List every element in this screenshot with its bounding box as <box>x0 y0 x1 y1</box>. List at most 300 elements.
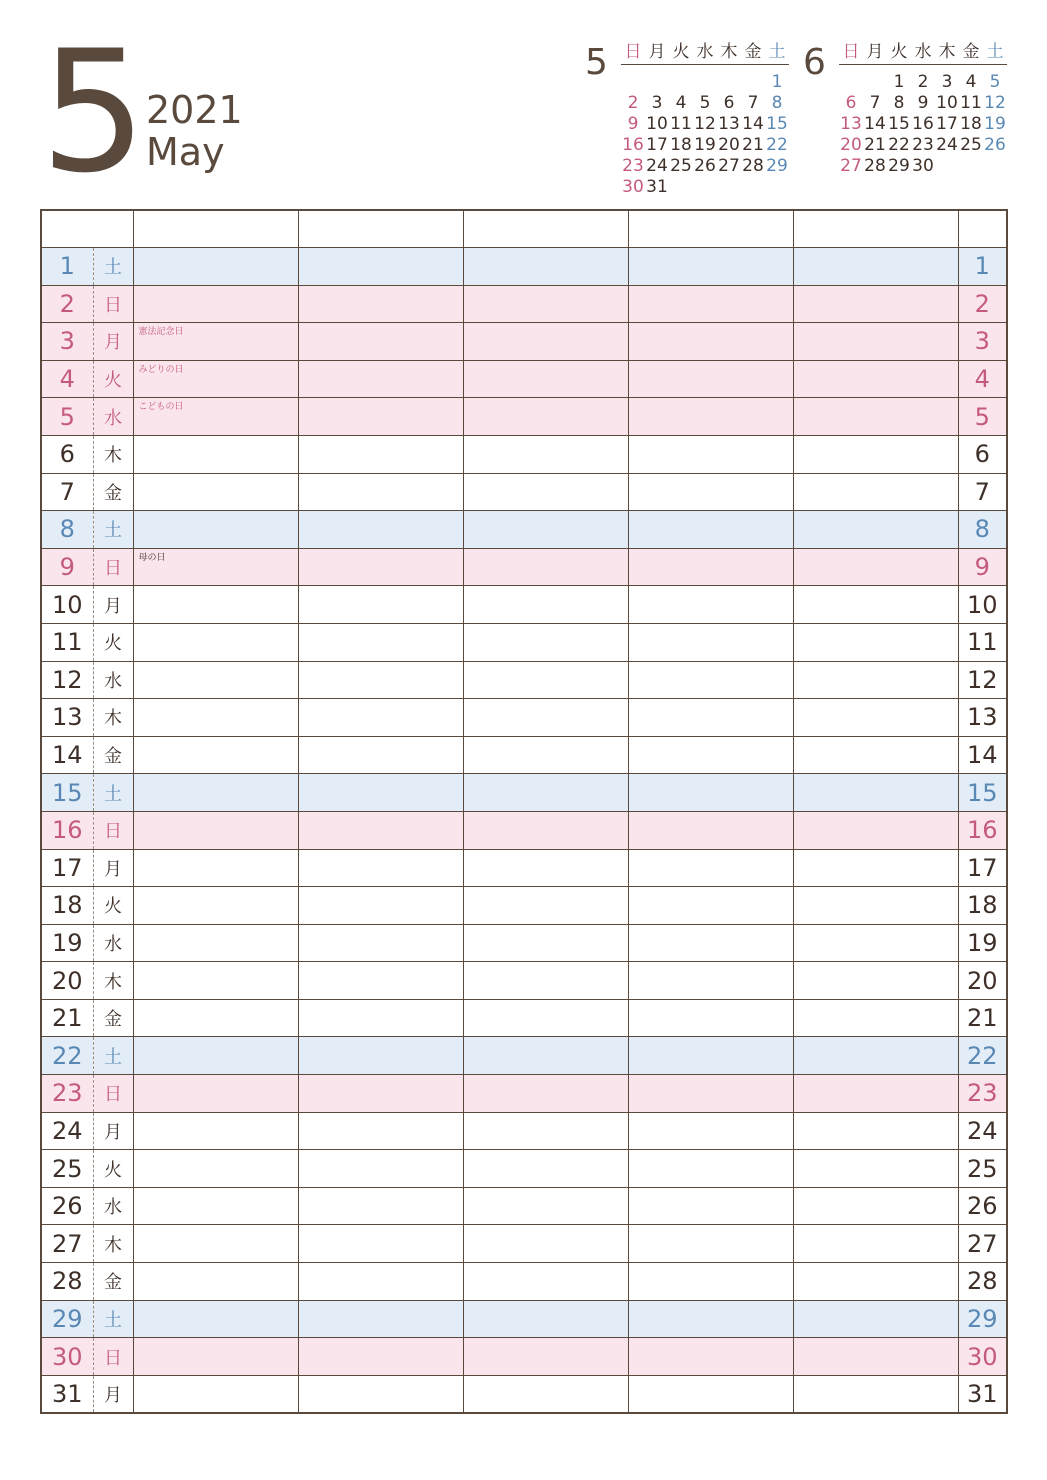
mini-calendar-day: 29 <box>888 156 910 176</box>
day-number: 21 <box>41 999 93 1037</box>
mini-weekday-label: 水 <box>696 42 714 62</box>
day-number: 26 <box>41 1187 93 1225</box>
schedule-cell[interactable] <box>463 435 628 473</box>
day-number: 31 <box>41 1375 93 1413</box>
schedule-cell[interactable] <box>298 1150 463 1188</box>
schedule-cell[interactable] <box>628 887 793 925</box>
schedule-cell[interactable] <box>463 999 628 1037</box>
schedule-cell[interactable] <box>133 1075 298 1113</box>
schedule-cell[interactable] <box>298 1112 463 1150</box>
day-number-right: 20 <box>958 962 1007 1000</box>
day-number-right: 25 <box>958 1150 1007 1188</box>
schedule-cell[interactable] <box>793 398 958 436</box>
schedule-cell[interactable] <box>628 398 793 436</box>
weekday-label: 日 <box>93 285 133 323</box>
mini-calendar-day: 5 <box>989 72 1001 92</box>
mini-calendar-day: 10 <box>936 93 958 113</box>
schedule-cell[interactable] <box>298 1037 463 1075</box>
mini-calendar-day: 5 <box>699 93 711 113</box>
schedule-cell[interactable] <box>463 1112 628 1150</box>
day-number-right: 8 <box>958 511 1007 549</box>
schedule-cell[interactable] <box>628 774 793 812</box>
mini-calendar-day: 30 <box>622 177 644 197</box>
mini-calendar-day: 11 <box>960 93 982 113</box>
schedule-cell[interactable] <box>463 736 628 774</box>
schedule-cell[interactable] <box>793 1338 958 1376</box>
schedule-cell[interactable] <box>793 1263 958 1301</box>
schedule-cell[interactable] <box>463 323 628 361</box>
schedule-cell[interactable] <box>463 1300 628 1338</box>
mini-weekday-label: 土 <box>986 42 1004 62</box>
mini-calendar-day: 1 <box>893 72 905 92</box>
day-number-right: 31 <box>958 1375 1007 1413</box>
day-number-right: 14 <box>958 736 1007 774</box>
day-number-right: 17 <box>958 849 1007 887</box>
schedule-cell[interactable] <box>793 849 958 887</box>
mini-calendar-day: 3 <box>941 72 953 92</box>
mini-calendar-day: 2 <box>627 93 639 113</box>
schedule-cell[interactable] <box>793 623 958 661</box>
schedule-cell[interactable] <box>628 435 793 473</box>
day-number: 23 <box>41 1075 93 1113</box>
mini-calendar-day: 28 <box>864 156 886 176</box>
schedule-cell[interactable] <box>628 323 793 361</box>
schedule-cell[interactable] <box>463 473 628 511</box>
schedule-cell[interactable] <box>133 1225 298 1263</box>
schedule-cell[interactable] <box>628 962 793 1000</box>
mini-calendar-day: 20 <box>718 135 740 155</box>
day-number: 4 <box>41 360 93 398</box>
day-number: 30 <box>41 1338 93 1376</box>
schedule-cell[interactable] <box>793 1112 958 1150</box>
mini-calendar-day: 25 <box>960 135 982 155</box>
weekday-label: 水 <box>93 661 133 699</box>
day-number: 6 <box>41 435 93 473</box>
schedule-cell[interactable] <box>793 360 958 398</box>
schedule-cell[interactable] <box>133 1037 298 1075</box>
schedule-cell[interactable] <box>793 736 958 774</box>
day-row <box>41 511 1007 549</box>
mini-weekday-label: 日 <box>624 42 642 62</box>
weekday-label: 土 <box>93 1300 133 1338</box>
schedule-cell[interactable] <box>133 511 298 549</box>
day-number-right: 21 <box>958 999 1007 1037</box>
header-cell-member-1[interactable] <box>133 210 298 248</box>
weekday-label: 日 <box>93 1075 133 1113</box>
schedule-cell[interactable] <box>298 511 463 549</box>
day-number: 13 <box>41 699 93 737</box>
schedule-cell[interactable] <box>463 774 628 812</box>
mini-calendar-day: 27 <box>718 156 740 176</box>
day-number-right: 9 <box>958 548 1007 586</box>
schedule-cell[interactable] <box>628 999 793 1037</box>
weekday-label: 金 <box>93 473 133 511</box>
schedule-cell[interactable] <box>133 473 298 511</box>
day-row <box>41 1112 1007 1150</box>
mini-weekday-label: 金 <box>744 42 762 62</box>
schedule-cell[interactable] <box>793 548 958 586</box>
day-number-right: 23 <box>958 1075 1007 1113</box>
schedule-cell[interactable] <box>298 360 463 398</box>
weekday-label: 土 <box>93 511 133 549</box>
schedule-cell[interactable] <box>298 1225 463 1263</box>
schedule-cell[interactable] <box>463 1338 628 1376</box>
schedule-cell[interactable] <box>298 999 463 1037</box>
mini-weekday-label: 木 <box>720 42 738 62</box>
mini-calendar-day: 3 <box>651 93 663 113</box>
schedule-cell[interactable] <box>793 1300 958 1338</box>
schedule-cell[interactable] <box>628 1037 793 1075</box>
schedule-cell[interactable] <box>628 736 793 774</box>
mini-calendar-divider <box>621 64 789 65</box>
mini-calendar-day: 31 <box>646 177 668 197</box>
month-number-large: 5 <box>40 14 143 210</box>
mini-calendar-day: 17 <box>646 135 668 155</box>
schedule-cell[interactable] <box>133 248 298 286</box>
day-number-right: 24 <box>958 1112 1007 1150</box>
schedule-cell[interactable] <box>298 774 463 812</box>
mini-calendar-day: 26 <box>984 135 1006 155</box>
header-cell-member-2[interactable] <box>298 210 463 248</box>
schedule-cell[interactable] <box>793 435 958 473</box>
schedule-cell[interactable] <box>133 699 298 737</box>
schedule-cell[interactable] <box>463 623 628 661</box>
schedule-cell[interactable] <box>628 623 793 661</box>
mini-weekday-label: 土 <box>768 42 786 62</box>
schedule-cell[interactable] <box>133 323 298 361</box>
day-number: 17 <box>41 849 93 887</box>
day-row <box>41 285 1007 323</box>
weekday-label: 日 <box>93 548 133 586</box>
schedule-cell[interactable] <box>463 1075 628 1113</box>
schedule-cell[interactable] <box>628 1075 793 1113</box>
weekday-label: 土 <box>93 774 133 812</box>
schedule-cell[interactable] <box>298 248 463 286</box>
mini-calendar-day: 21 <box>742 135 764 155</box>
schedule-cell[interactable] <box>133 1375 298 1413</box>
schedule-cell[interactable] <box>133 962 298 1000</box>
schedule-cell[interactable] <box>793 1037 958 1075</box>
weekday-label: 日 <box>93 1338 133 1376</box>
mini-calendar-day: 9 <box>917 93 929 113</box>
schedule-cell[interactable] <box>298 736 463 774</box>
schedule-cell[interactable] <box>133 360 298 398</box>
schedule-cell[interactable] <box>298 924 463 962</box>
schedule-cell[interactable] <box>133 285 298 323</box>
schedule-cell[interactable] <box>298 699 463 737</box>
header-cell-member-4[interactable] <box>628 210 793 248</box>
schedule-cell[interactable] <box>463 924 628 962</box>
mini-calendar-day: 23 <box>912 135 934 155</box>
schedule-cell[interactable] <box>463 699 628 737</box>
schedule-cell[interactable] <box>463 1225 628 1263</box>
schedule-cell[interactable] <box>628 811 793 849</box>
schedule-cell[interactable] <box>298 661 463 699</box>
mini-calendar-day: 26 <box>694 156 716 176</box>
weekday-label: 月 <box>93 1112 133 1150</box>
schedule-cell[interactable] <box>628 1338 793 1376</box>
schedule-cell[interactable] <box>133 811 298 849</box>
schedule-cell[interactable] <box>628 849 793 887</box>
day-number: 7 <box>41 473 93 511</box>
schedule-cell[interactable] <box>793 285 958 323</box>
weekday-label: 水 <box>93 398 133 436</box>
mini-calendar-day: 21 <box>864 135 886 155</box>
day-number-right: 11 <box>958 623 1007 661</box>
schedule-cell[interactable] <box>133 1300 298 1338</box>
schedule-cell[interactable] <box>133 1187 298 1225</box>
schedule-cell[interactable] <box>628 548 793 586</box>
schedule-cell[interactable] <box>793 1375 958 1413</box>
schedule-cell[interactable] <box>463 1187 628 1225</box>
schedule-cell[interactable] <box>628 511 793 549</box>
schedule-cell[interactable] <box>133 774 298 812</box>
schedule-cell[interactable] <box>793 586 958 624</box>
day-number: 1 <box>41 248 93 286</box>
day-number-right: 6 <box>958 435 1007 473</box>
day-number: 22 <box>41 1037 93 1075</box>
schedule-cell[interactable] <box>298 1375 463 1413</box>
schedule-cell[interactable] <box>463 511 628 549</box>
day-number: 8 <box>41 511 93 549</box>
day-number-right: 30 <box>958 1338 1007 1376</box>
schedule-cell[interactable] <box>298 849 463 887</box>
schedule-cell[interactable] <box>793 661 958 699</box>
mini-calendar-day: 13 <box>718 114 740 134</box>
schedule-cell[interactable] <box>133 1150 298 1188</box>
mini-calendar-day: 24 <box>936 135 958 155</box>
schedule-cell[interactable] <box>628 1112 793 1150</box>
mini-calendar-day: 8 <box>771 93 783 113</box>
day-row <box>41 623 1007 661</box>
day-number-right: 29 <box>958 1300 1007 1338</box>
schedule-cell[interactable] <box>298 623 463 661</box>
day-number: 9 <box>41 548 93 586</box>
weekday-label: 月 <box>93 849 133 887</box>
weekday-label: 水 <box>93 924 133 962</box>
schedule-cell[interactable] <box>793 323 958 361</box>
schedule-cell[interactable] <box>298 473 463 511</box>
day-number: 14 <box>41 736 93 774</box>
schedule-cell[interactable] <box>298 1300 463 1338</box>
schedule-cell[interactable] <box>628 1150 793 1188</box>
mini-calendar-day: 6 <box>723 93 735 113</box>
schedule-cell[interactable] <box>793 1075 958 1113</box>
schedule-cell[interactable] <box>133 435 298 473</box>
mini-calendar-day: 4 <box>965 72 977 92</box>
schedule-cell[interactable] <box>133 887 298 925</box>
day-number: 24 <box>41 1112 93 1150</box>
schedule-cell[interactable] <box>133 999 298 1037</box>
mini-calendar-day: 10 <box>646 114 668 134</box>
day-number-right: 5 <box>958 398 1007 436</box>
mini-calendar-day: 16 <box>912 114 934 134</box>
schedule-cell[interactable] <box>793 473 958 511</box>
schedule-cell[interactable] <box>628 1300 793 1338</box>
weekday-label: 水 <box>93 1187 133 1225</box>
header-cell-date[interactable] <box>41 210 133 248</box>
schedule-cell[interactable] <box>298 1338 463 1376</box>
schedule-cell[interactable] <box>463 1375 628 1413</box>
schedule-cell[interactable] <box>793 887 958 925</box>
schedule-cell[interactable] <box>133 623 298 661</box>
header-cell-right[interactable] <box>958 210 1007 248</box>
schedule-cell[interactable] <box>298 962 463 1000</box>
holiday-label: みどりの日 <box>138 364 184 375</box>
schedule-cell[interactable] <box>463 586 628 624</box>
schedule-cell[interactable] <box>298 323 463 361</box>
schedule-cell[interactable] <box>463 398 628 436</box>
day-row <box>41 548 1007 586</box>
schedule-cell[interactable] <box>133 1263 298 1301</box>
schedule-cell[interactable] <box>628 248 793 286</box>
schedule-cell[interactable] <box>793 248 958 286</box>
schedule-cell[interactable] <box>463 1150 628 1188</box>
schedule-cell[interactable] <box>628 699 793 737</box>
mini-weekday-label: 火 <box>890 42 908 62</box>
mini-calendar-day: 27 <box>840 156 862 176</box>
schedule-cell[interactable] <box>298 1187 463 1225</box>
mini-calendar-day: 11 <box>670 114 692 134</box>
schedule-cell[interactable] <box>463 962 628 1000</box>
schedule-cell[interactable] <box>133 924 298 962</box>
day-number: 11 <box>41 623 93 661</box>
schedule-cell[interactable] <box>133 1112 298 1150</box>
schedule-cell[interactable] <box>133 736 298 774</box>
schedule-cell[interactable] <box>628 1225 793 1263</box>
mini-weekday-label: 月 <box>648 42 666 62</box>
schedule-cell[interactable] <box>298 435 463 473</box>
schedule-cell[interactable] <box>628 586 793 624</box>
schedule-cell[interactable] <box>133 1338 298 1376</box>
schedule-cell[interactable] <box>463 248 628 286</box>
schedule-cell[interactable] <box>298 1075 463 1113</box>
schedule-cell[interactable] <box>463 548 628 586</box>
mini-calendar-day: 22 <box>766 135 788 155</box>
day-number-right: 12 <box>958 661 1007 699</box>
schedule-cell[interactable] <box>793 774 958 812</box>
mini-calendar-day: 24 <box>646 156 668 176</box>
schedule-cell[interactable] <box>298 887 463 925</box>
schedule-cell[interactable] <box>628 1263 793 1301</box>
schedule-cell[interactable] <box>793 699 958 737</box>
holiday-label: こどもの日 <box>138 402 184 413</box>
day-number: 28 <box>41 1263 93 1301</box>
schedule-cell[interactable] <box>133 398 298 436</box>
day-number-right: 27 <box>958 1225 1007 1263</box>
schedule-cell[interactable] <box>628 285 793 323</box>
weekday-label: 日 <box>93 811 133 849</box>
mini-calendar-month-number: 6 <box>803 42 826 83</box>
schedule-cell[interactable] <box>793 1187 958 1225</box>
day-row <box>41 398 1007 436</box>
schedule-cell[interactable] <box>463 887 628 925</box>
weekday-label: 月 <box>93 586 133 624</box>
day-row <box>41 1075 1007 1113</box>
schedule-cell[interactable] <box>298 398 463 436</box>
schedule-cell[interactable] <box>793 999 958 1037</box>
schedule-cell[interactable] <box>628 661 793 699</box>
mini-calendar-day: 1 <box>771 72 783 92</box>
day-number-right: 22 <box>958 1037 1007 1075</box>
mini-calendar-day: 28 <box>742 156 764 176</box>
weekday-label: 金 <box>93 999 133 1037</box>
weekday-label: 金 <box>93 1263 133 1301</box>
day-number-right: 13 <box>958 699 1007 737</box>
day-number-right: 7 <box>958 473 1007 511</box>
schedule-cell[interactable] <box>133 849 298 887</box>
day-number-right: 3 <box>958 323 1007 361</box>
schedule-cell[interactable] <box>628 473 793 511</box>
schedule-cell[interactable] <box>463 811 628 849</box>
mini-calendar-day: 19 <box>984 114 1006 134</box>
day-number: 25 <box>41 1150 93 1188</box>
schedule-cell[interactable] <box>463 285 628 323</box>
mini-weekday-label: 木 <box>938 42 956 62</box>
schedule-cell[interactable] <box>628 360 793 398</box>
mini-calendar-day: 22 <box>888 135 910 155</box>
day-row <box>41 473 1007 511</box>
schedule-cell[interactable] <box>133 586 298 624</box>
schedule-cell[interactable] <box>463 1037 628 1075</box>
schedule-cell[interactable] <box>298 285 463 323</box>
schedule-cell[interactable] <box>793 962 958 1000</box>
day-row <box>41 1263 1007 1301</box>
header-row <box>41 210 1007 248</box>
day-row <box>41 1225 1007 1263</box>
schedule-cell[interactable] <box>463 360 628 398</box>
weekday-label: 木 <box>93 435 133 473</box>
schedule-cell[interactable] <box>793 511 958 549</box>
mini-calendar-day: 13 <box>840 114 862 134</box>
schedule-cell[interactable] <box>793 811 958 849</box>
day-row <box>41 999 1007 1037</box>
mini-calendar-day: 14 <box>742 114 764 134</box>
weekday-label: 土 <box>93 1037 133 1075</box>
schedule-cell[interactable] <box>298 811 463 849</box>
schedule-cell[interactable] <box>793 924 958 962</box>
day-row <box>41 586 1007 624</box>
day-row <box>41 774 1007 812</box>
schedule-cell[interactable] <box>793 1225 958 1263</box>
mini-calendar-day: 15 <box>888 114 910 134</box>
header-cell-member-5[interactable] <box>793 210 958 248</box>
schedule-cell[interactable] <box>628 1187 793 1225</box>
schedule-cell[interactable] <box>298 586 463 624</box>
schedule-cell[interactable] <box>133 661 298 699</box>
day-row <box>41 811 1007 849</box>
day-row <box>41 849 1007 887</box>
schedule-table <box>40 209 1008 1414</box>
schedule-cell[interactable] <box>628 1375 793 1413</box>
mini-calendar-day: 18 <box>670 135 692 155</box>
mini-calendar-divider <box>839 64 1007 65</box>
schedule-cell[interactable] <box>628 924 793 962</box>
schedule-cell[interactable] <box>463 1263 628 1301</box>
schedule-cell[interactable] <box>298 1263 463 1301</box>
schedule-cell[interactable] <box>463 849 628 887</box>
schedule-cell[interactable] <box>298 548 463 586</box>
schedule-cell[interactable] <box>463 661 628 699</box>
weekday-label: 土 <box>93 248 133 286</box>
header-cell-member-3[interactable] <box>463 210 628 248</box>
schedule-cell[interactable] <box>793 1150 958 1188</box>
mini-calendar-day: 4 <box>675 93 687 113</box>
month-name: May <box>146 130 225 174</box>
schedule-cell[interactable] <box>133 548 298 586</box>
holiday-label: 憲法記念日 <box>138 327 184 338</box>
weekday-label: 火 <box>93 623 133 661</box>
